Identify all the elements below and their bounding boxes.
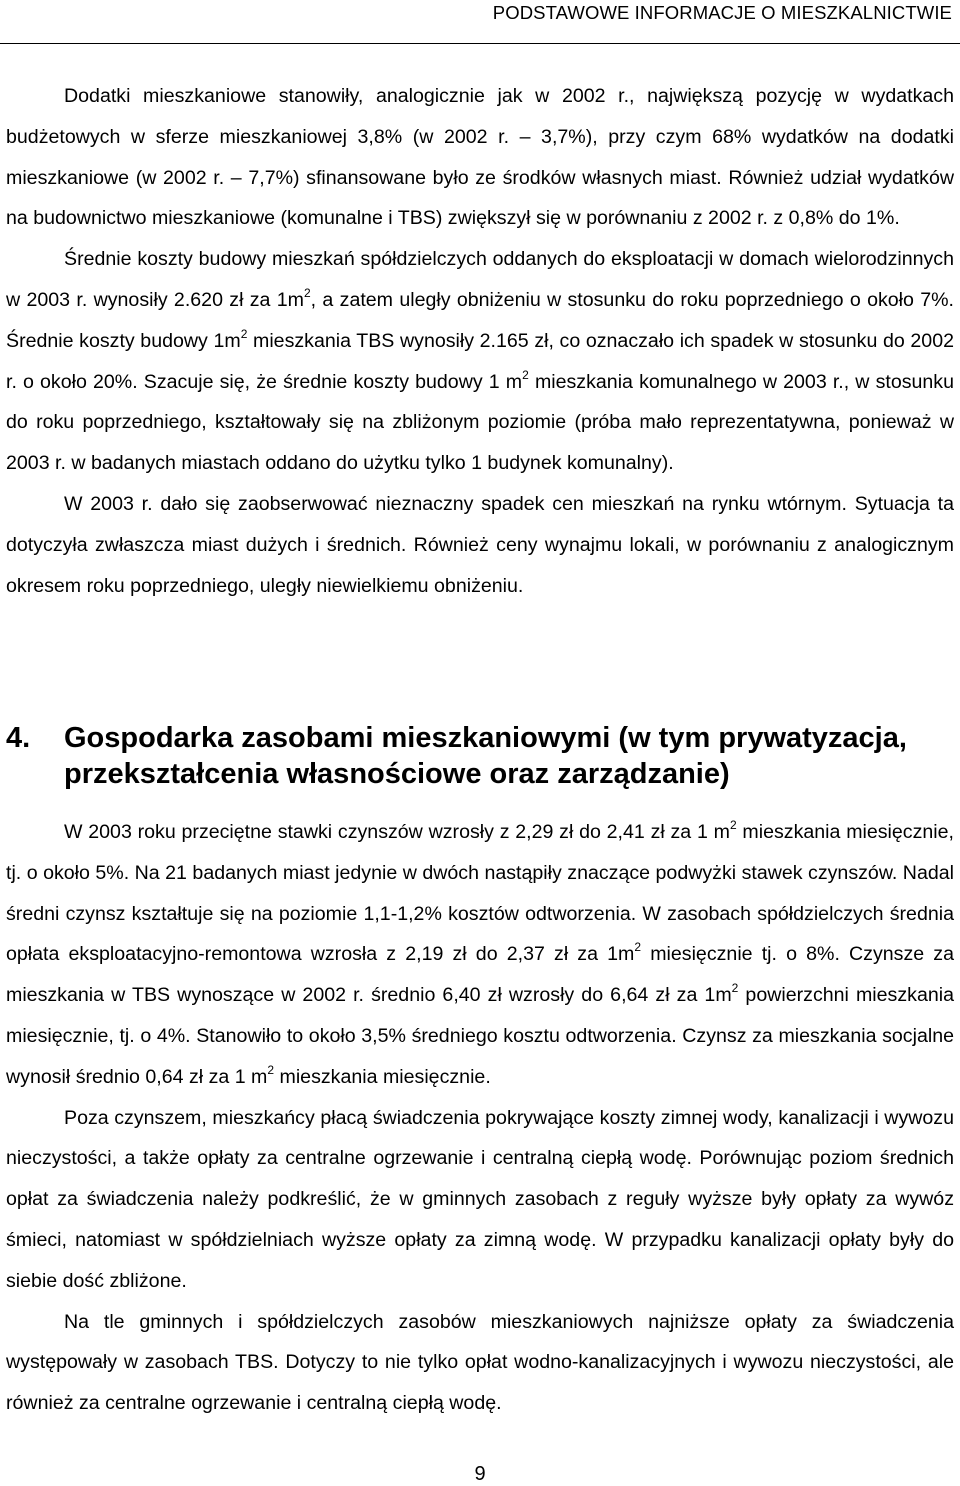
paragraph-housing-allowances: Dodatki mieszkaniowe stanowiły, analogicznie jak w 2002 r., największą pozycję w wydatkach budżetowych w sferze mieszkaniowej 3,8% (w 2002 r. – 3,7%), przy czym 68% wydatków na dodatki mieszkaniowe (w 2002 r. – 7,7%) sfinansowane było ze środków własnych miast. Również udział wydatków na budownictwo mieszkaniowe (komunalne i TBS) zwiększył się w porównaniu z 2002 r. z 0,8% do 1%. [6, 85, 954, 230]
section-heading [6, 720, 954, 792]
paragraph-construction-costs: Średnie koszty budowy mieszkań spółdzielczych oddanych do eksploatacji w domach wielorodzinnych w 2003 r. wynosiły 2.620 zł za $1m^2$, a zatem uległy obniżeniu w stosunku do roku poprzedniego o około 7%. Średnie koszty budowy $1m^2$ mieszkania TBS wynosiły 2.165 zł, co oznaczało ich spadek w stosunku do 2002 r. o około 20%. Szacuje się, że średnie koszty budowy 1 $m^2$ mieszkania komunalnego w 2003 r., w stosunku do roku poprzedniego, kształtowały się na zbliżonym poziomie (próba mało reprezentatywna, ponieważ w 2003 r. w badanych miastach oddano do użytku tylko 1 budynek komunalny). [6, 248, 954, 475]
paragraph-utility-charges: Poza czynszem, mieszkańcy płacą świadczenia pokrywające koszty zimnej wody, kanalizacji i wywozu nieczystości, a także opłaty za centralne ogrzewanie i centralną ciepłą wodę. Porównując poziom średnich opłat za świadczenia należy podkreślić, że w gminnych zasobach z reguły wyższe były opłaty za wywóz śmieci, natomiast w spółdzielniach wyższe opłaty za zimną wodę. W przypadku kanalizacji opłaty były do siebie dość zbliżone. [6, 1106, 954, 1292]
intro-section [6, 76, 954, 606]
paragraph-rent-rates: W 2003 roku przeciętne stawki czynszów wzrosły z 2,29 zł do 2,41 zł za 1 $m^2$ mieszkania miesięcznie, tj. o około 5%. Na 21 badanych miast jedynie w dwóch nastąpiły znaczące podwyżki stawek czynszów. Nadal średni czynsz kształtuje się na poziomie 1,1-1,2% kosztów odtworzenia. W zasobach spółdzielczych średnia opłata eksploatacyjno-remontowa wzrosła z 2,19 zł do 2,37 zł za $1m^2$ miesięcznie tj. o 8%. Czynsze za mieszkania w TBS wynoszące w 2002 r. średnio 6,40 zł wzrosły do 6,64 zł za $1m^2$ powierzchni mieszkania miesięcznie, tj. o 4%. Stanowiło to około 3,5% średniego kosztu odtworzenia. Czynsz za mieszkania socjalne wynosił średnio 0,64 zł za 1 $m^2$ mieszkania miesięcznie. [6, 818, 955, 1088]
section-number: 4. [6, 722, 31, 754]
header-rule [0, 43, 960, 44]
paragraph-tbs-charges: Na tle gminnych i spółdzielczych zasobów mieszkaniowych najniższe opłaty za świadczenia występowały w zasobach TBS. Dotyczy to nie tylko opłat wodno-kanalizacyjnych i wywozu nieczystości, ale również za centralne ogrzewanie i centralną ciepłą wodę. [6, 1310, 954, 1415]
running-header: PODSTAWOWE INFORMACJE O MIESZKALNICTWIE [492, 2, 952, 23]
paragraph-secondary-market: W 2003 r. dało się zaobserwować nieznaczny spadek cen mieszkań na rynku wtórnym. Sytuacja ta dotyczyła zwłaszcza miast dużych i średnich. Również ceny wynajmu lokali, w porównaniu z analogicznym okresem roku poprzedniego, uległy niewielkiemu obniżeniu. [6, 492, 954, 597]
section-body [6, 812, 954, 1424]
page-number: 9 [474, 1463, 486, 1485]
section-title: Gospodarka zasobami mieszkaniowymi (w tym prywatyzacja, przekształcenia własnościowe oraz zarządzanie) [64, 722, 907, 790]
